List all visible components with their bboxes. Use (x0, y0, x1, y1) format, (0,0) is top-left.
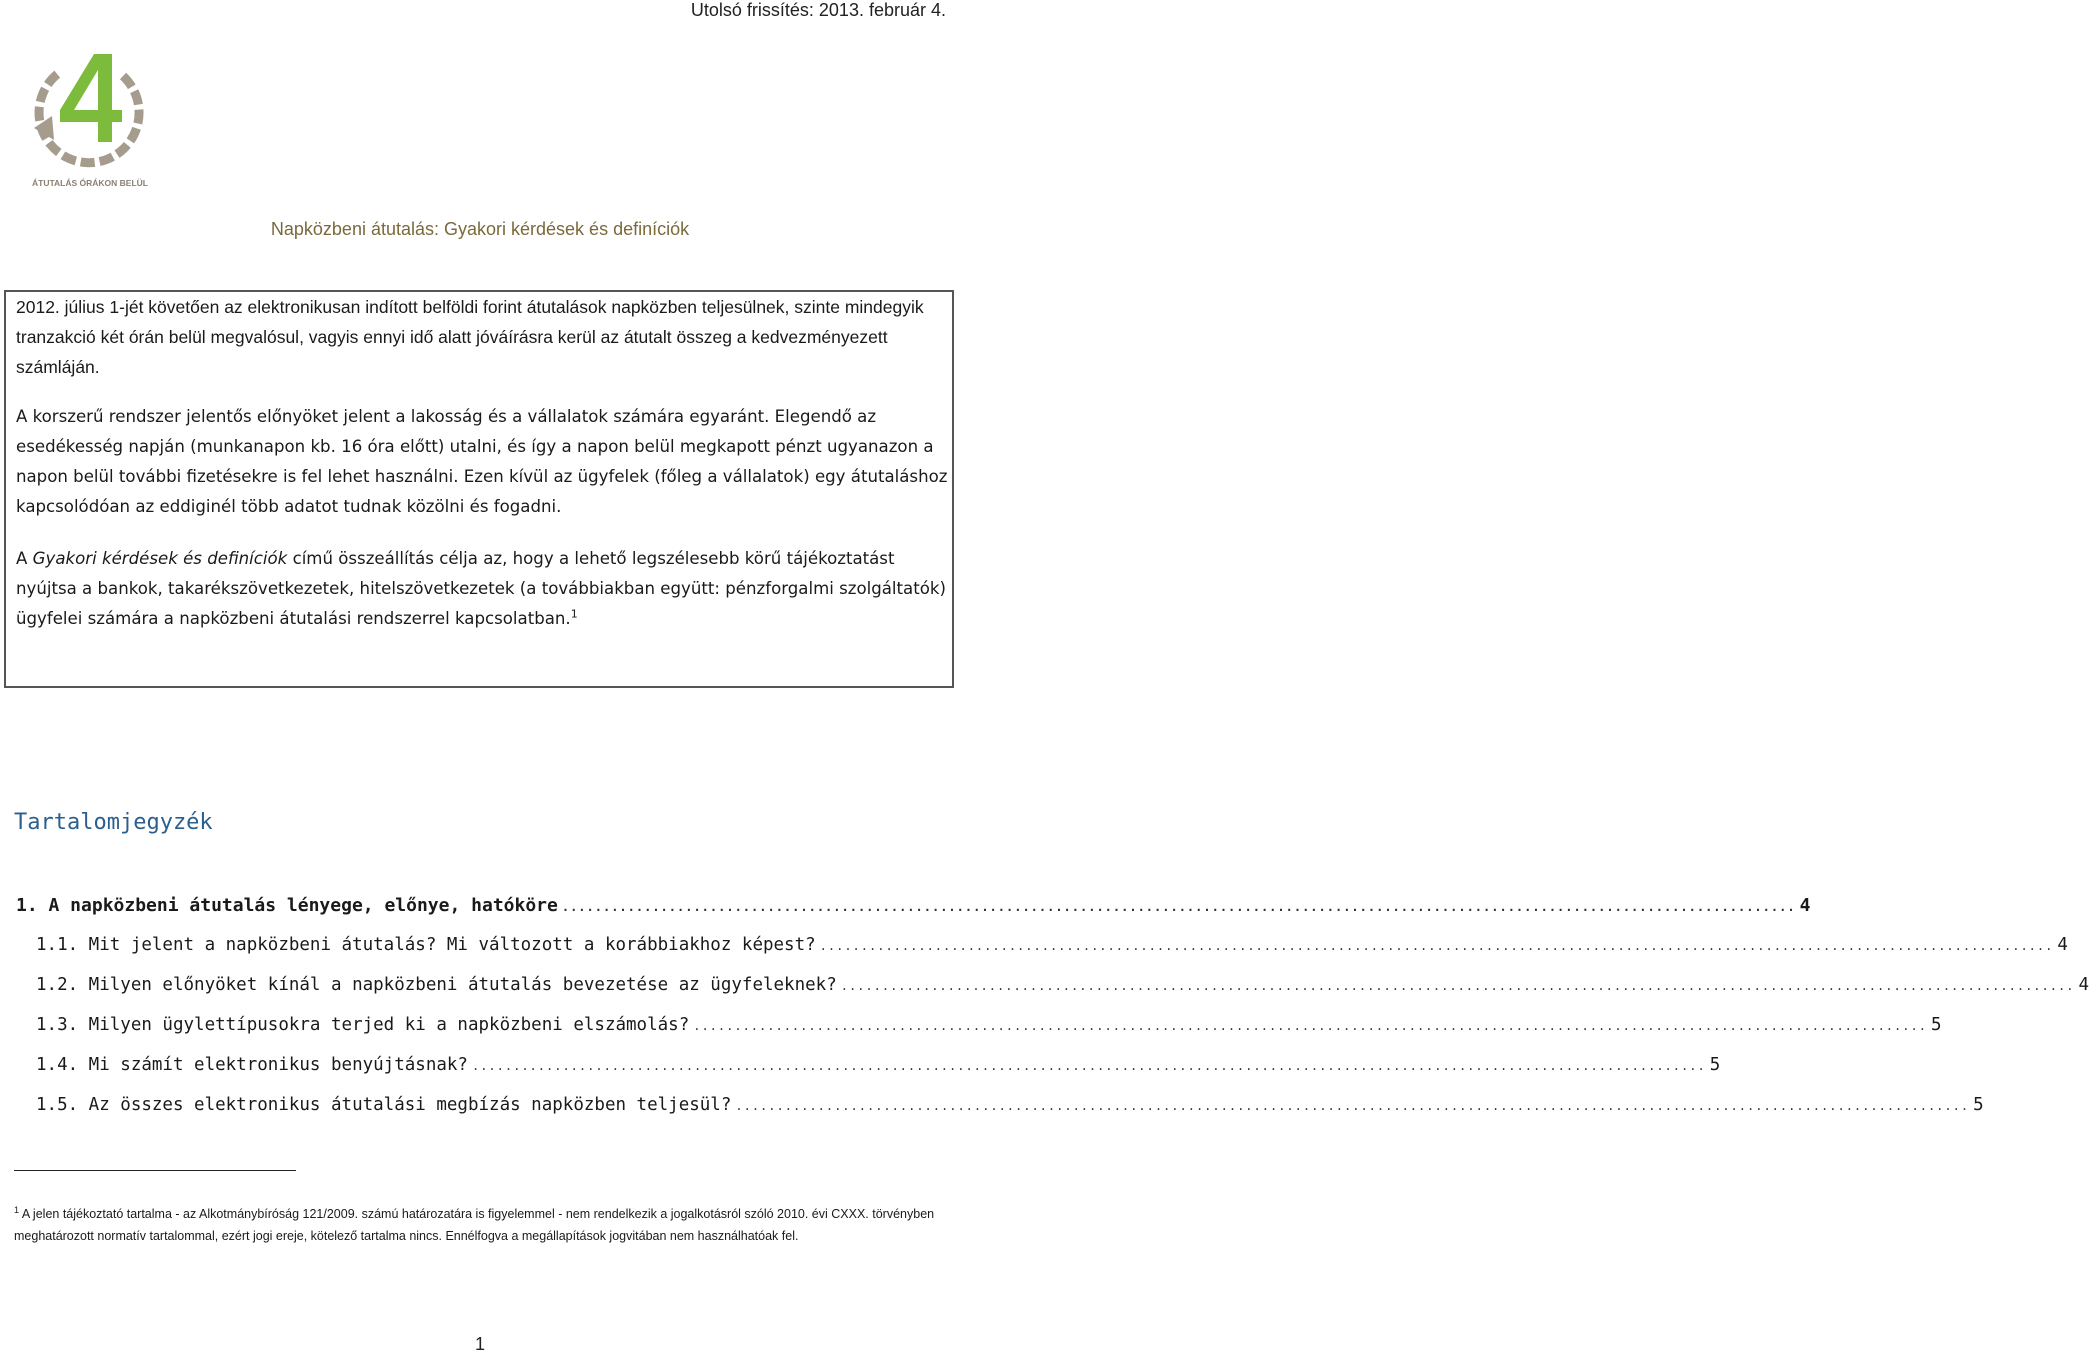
toc-entry-page: 5 (1973, 1095, 1984, 1115)
toc-entry-page: 4 (2057, 935, 2068, 955)
toc-entry-1-3[interactable] (36, 1015, 1942, 1035)
intro-paragraph-2: A korszerű rendszer jelentős előnyöket jelent a lakosság és a vállalatok számára egyaránt. Elegendő az esedékesség napján (munkanapon kb. 16 óra előtt) utalni, és így a napon belül megkapott pénzt ugyanazon a napon belül további fizetésekre is fel lehet használni. Ezen kívül az ügyfelek (főleg a vállalatok) egy átutaláshoz kapcsolódóan az eddiginél több adatot tudnak közölni és fogadni. (16, 407, 948, 516)
toc-entry-1-5[interactable] (36, 1095, 1984, 1115)
footnote-mark: 1 (14, 1204, 20, 1215)
toc-leader-dots: ...................................................................................................................................................... (735, 1099, 1970, 1113)
intro-paragraph-3 (16, 544, 948, 634)
toc-leader-dots: ...................................................................................................................................................... (840, 979, 2075, 993)
intro-paragraph-1: 2012. július 1-jét követően az elektronikusan indított belföldi forint átutalások napközben teljesülnek, szinte mindegyik tranzakció két órán belül megvalósul, vagyis ennyi idő alatt jóváírásra kerül az átutalt összeg a kedvezményezett számláján. (16, 297, 924, 377)
toc-entry-page: 5 (1709, 1055, 1721, 1075)
footnote-separator (14, 1170, 296, 1171)
toc-entry-label: 1. A napközbeni átutalás lényege, előnye, hatóköre (16, 895, 558, 916)
intro-p3-start: A (16, 549, 33, 568)
toc-entry-label: 1.5. Az összes elektronikus átutalási megbízás napközben teljesül? (36, 1095, 732, 1115)
toc-leader-dots: ...................................................................................................................................................... (471, 1059, 1706, 1073)
toc-leader-dots: ...................................................................................................................................................... (561, 900, 1796, 914)
footnote-text: A jelen tájékoztató tartalma - az Alkotmánybíróság 121/2009. számú határozatára is figyelemmel - nem rendelkezik a jogalkotásról szóló 2010. évi CXXX. törvényben meghatározott normatív tartalommal, ezért jogi ereje, kötelező tartalma nincs. Ennélfogva a megállapítások jogvitában nem használhatóak fel. (14, 1207, 935, 1243)
toc-title: Tartalomjegyzék (14, 810, 213, 835)
intro-box (4, 290, 954, 688)
page-subtitle: Napközbeni átutalás: Gyakori kérdések és definíciók (270, 219, 690, 239)
intro-p3-rest: című összeállítás célja az, hogy a lehető legszélesebb körű tájékoztatást nyújtsa a bankok, takarékszövetkezetek, hitelszövetkezetek (a továbbiakban együtt: pénzforgalmi szolgáltatók) ügyfelei számára a napközbeni átutalási rendszerrel kapcsolatban. (16, 549, 946, 628)
toc-entry-1[interactable] (16, 895, 1811, 916)
toc-leader-dots: ...................................................................................................................................................... (819, 939, 2054, 953)
intro-p3-title: Gyakori kérdések és definíciók (32, 549, 288, 568)
toc-entry-1-1[interactable] (36, 935, 2068, 955)
toc-entry-page: 4 (2078, 975, 2089, 995)
toc-entry-label: 1.1. Mit jelent a napközbeni átutalás? Mi változott a korábbiakhoz képest? (36, 935, 816, 955)
toc-entry-page: 5 (1930, 1015, 1942, 1035)
toc-entry-label: 1.3. Milyen ügylettípusokra terjed ki a napközbeni elszámolás? (36, 1015, 690, 1035)
toc-leader-dots: ...................................................................................................................................................... (693, 1019, 1927, 1033)
toc-entry-1-2[interactable] (36, 975, 2089, 995)
toc-entry-label: 1.4. Mi számít elektronikus benyújtásnak? (36, 1055, 468, 1075)
footnote-reference[interactable]: 1 (570, 607, 578, 621)
logo-graphic (28, 48, 160, 190)
last-updated-text: Utolsó frissítés: 2013. február 4. (690, 0, 946, 20)
logo (28, 48, 160, 190)
toc-entry-page: 4 (1799, 895, 1811, 916)
page-number: 1 (474, 1334, 485, 1354)
logo-caption: ÁTUTALÁS ÓRÁKON BELÜL (32, 178, 148, 188)
footnote (14, 1203, 946, 1247)
toc-entry-1-4[interactable] (36, 1055, 1721, 1075)
toc-entry-label: 1.2. Milyen előnyöket kínál a napközbeni átutalás bevezetése az ügyfeleknek? (36, 975, 837, 995)
